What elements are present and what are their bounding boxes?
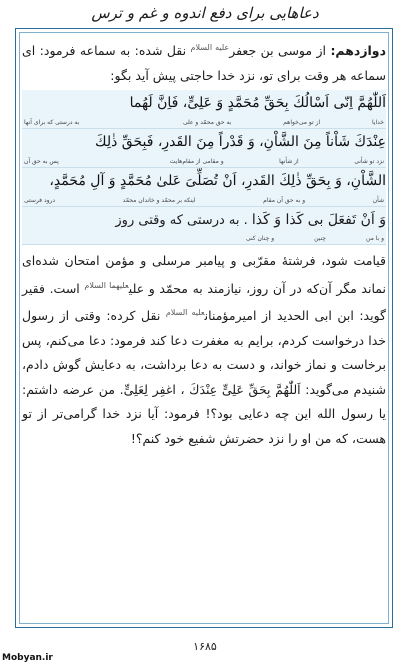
honorific-mark: عليه السلام xyxy=(165,308,205,318)
prayer-line: عِنْدَكَ شَاْناً مِنَ الشَّاْنِ، وَ قَدْراً مِنَ القَدرِ، فَبِحَقِّ ذٰلِكَ xyxy=(95,134,386,151)
prayer-mixed-line xyxy=(22,207,386,233)
gloss-word: از شأنها xyxy=(279,158,299,166)
site-watermark: Mobyan.ir xyxy=(2,653,53,663)
prayer-fragment: وَ اَنْ تَفعَلَ بى كَذا وَ كَذا xyxy=(251,212,386,229)
gloss-word: شأن xyxy=(372,197,384,205)
gloss-word: درود فرستی xyxy=(24,197,56,205)
gloss-word: از تو می‌خواهم xyxy=(283,119,321,127)
gloss-word: و با من xyxy=(366,235,384,243)
gloss-word: و چنان کنی xyxy=(245,235,275,243)
prayer-line: الشَّاْنِ، وَ بِحَقِّ ذٰلِكَ القَدرِ، اَنْ تُصَلِّىَ عَلىٰ مُحَمَّدٍ وَ آلِ مُحَمَّدٍ، xyxy=(49,173,386,190)
gloss-line xyxy=(22,156,386,168)
gloss-word: پس به حق آن xyxy=(24,158,59,166)
page-content xyxy=(22,36,386,451)
paragraph-text: . به درستی که وقتی روز xyxy=(115,213,252,229)
prayer-line: اَللّٰهُمَّ اِنّى اَسْالُكَ بِحَقِّ مُحَمَّدٍ وَ عَلِىٍّ، فَاِنَّ لَهُما xyxy=(129,95,386,112)
page-number: ۱۶۸۵ xyxy=(193,640,217,653)
honorific-mark: عليه السلام xyxy=(190,43,230,52)
gloss-word: و به حق آن مقام xyxy=(263,197,306,205)
paragraph-text: . من عرضه داشتم: یا رسول الله این چه دعایی بود؟! فرمود: آیا نزد خدا گرامی‌تر از تو هست، که من او را نزد حضرتش شفیع خود کنم؟! xyxy=(22,381,386,446)
gloss-word: و مقامی از مقام‌هایت xyxy=(169,158,224,166)
inline-prayer: اَللّٰهُمَّ بِحَقِّ عَلِىٍّ عِنْدَكَ ، اغفِر لِعَلِىٍّ xyxy=(123,381,306,397)
paragraph-text: است. فقیر گوید: ابن ابی الحدید از امیرمؤمنان xyxy=(22,280,386,324)
paragraph-main xyxy=(22,249,386,451)
gloss-word: خدایا xyxy=(371,119,384,127)
prayer-block xyxy=(22,90,386,245)
paragraph-lead: دوازدهم: xyxy=(330,43,386,59)
paragraph-text: نقل کرده: وقتی از رسول خدا درخواست کردم، برایم به مغفرت دعا کند فرمود: دعا می‌کنم، پس برخاست و نماز خواند، و دست به دعا برداشت، به دعایش گوش دادم، شنیدم می‌گوید: xyxy=(22,308,386,397)
gloss-word: اینکه بر محمّد و خاندان محمّد xyxy=(122,197,196,205)
gloss-line xyxy=(22,117,386,129)
gloss-word: نزد تو شأنی xyxy=(354,158,384,166)
gloss-line xyxy=(22,195,386,207)
gloss-word: به درستی که برای آنها xyxy=(24,119,80,127)
honorific-mark: عليهما السلام xyxy=(84,280,129,290)
page-header-title: دعاهایی برای دفع اندوه و غم و ترس xyxy=(91,4,319,22)
gloss-word: چنین xyxy=(314,235,326,243)
gloss-word: به حق محمّد و علی xyxy=(182,119,232,127)
paragraph-text: نقل شده: به سماعه فرمود: ای سماعه هر وقت برای تو، نزد خدا حاجتی پیش آید بگو: xyxy=(22,43,386,83)
paragraph-text: از موسی بن جعفر xyxy=(229,43,331,59)
gloss-line xyxy=(22,233,386,245)
paragraph-intro xyxy=(22,36,386,88)
paragraph-text: قیامت شود، فرشتهٔ مقرّبی و پیامبر مرسلی و مؤمن امتحان شده‌ای نماند مگر آن‌که در آن روز، نیازمند به محمّد و علی xyxy=(22,253,386,296)
